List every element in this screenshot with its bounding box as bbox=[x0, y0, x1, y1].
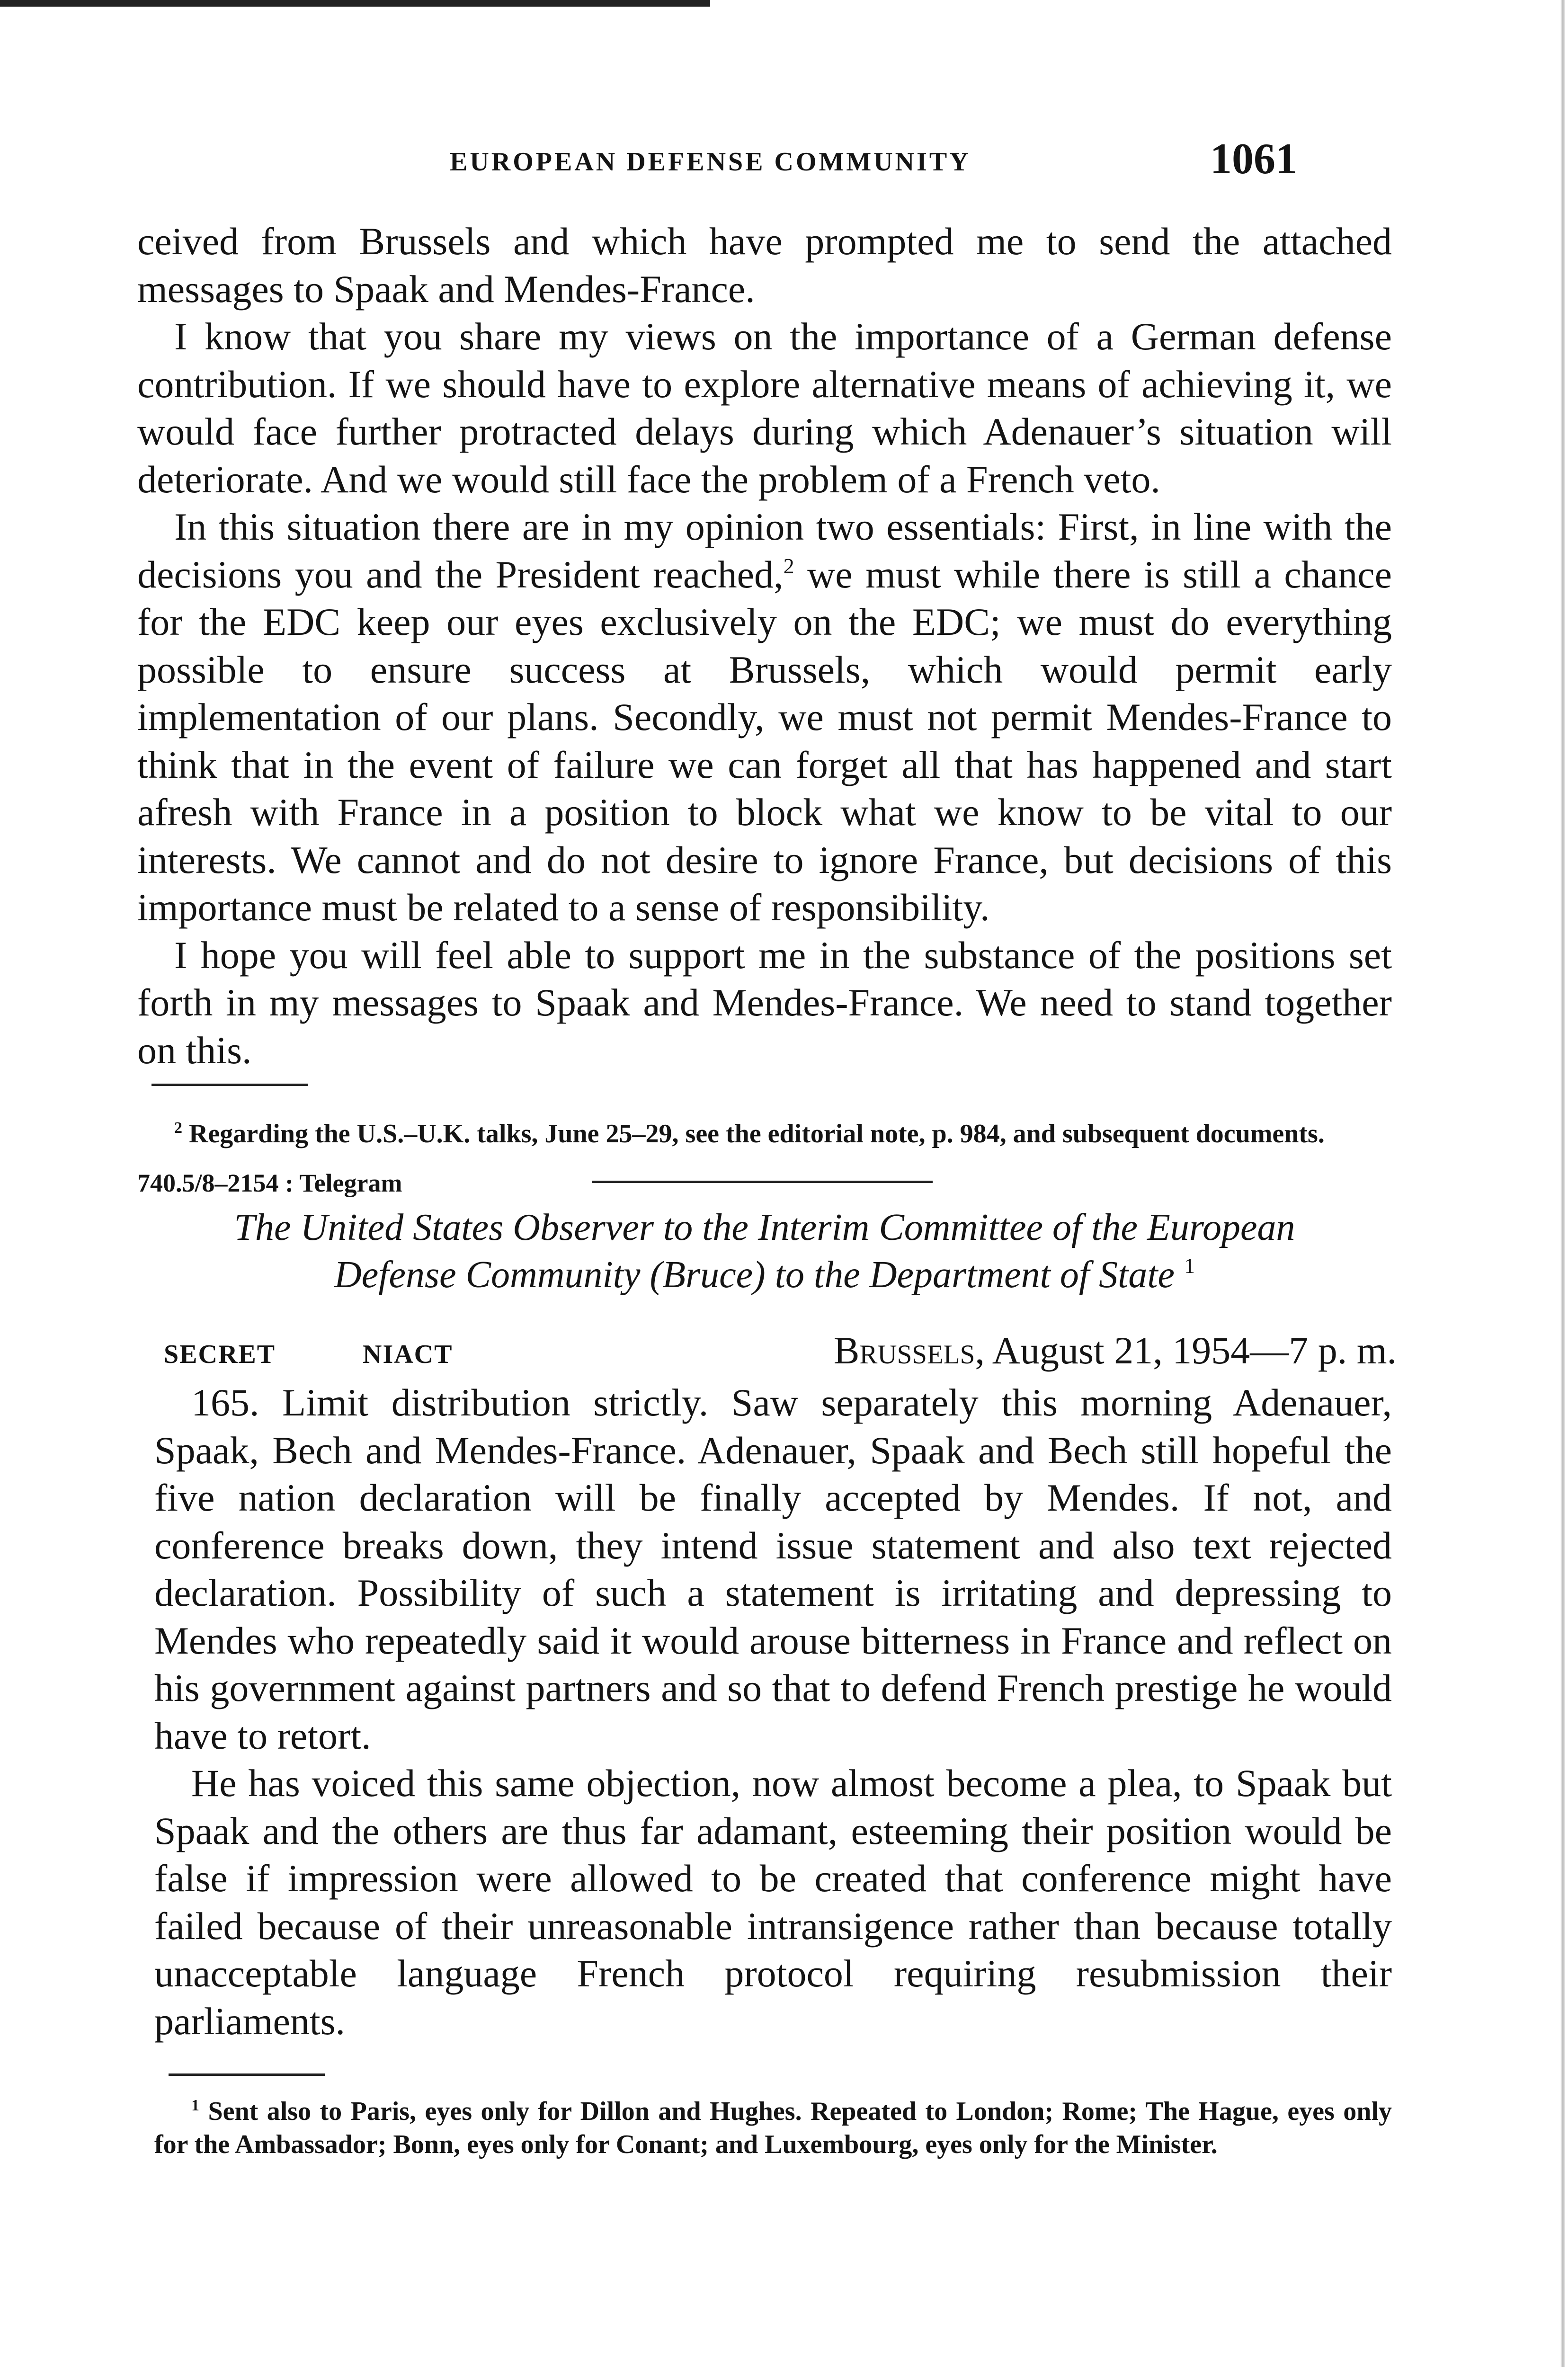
telegram-paragraph: 165. Limit distribution strictly. Saw separately this morning Adenauer, Spaak, Bech and Mendes-France. Adenauer, Spaak and Bech still hopeful the five nation declaration will be finally accepted by Mendes. If not, and conference breaks down, they intend issue statement and also text rejected declaration. Possibility of such a statement is irritating and depressing to Mendes who repeatedly said it would arouse bitterness in France and reflect on his government against partners and so that to defend French prestige he would have to retort. bbox=[154, 1381, 1392, 1757]
telegram-paragraph: He has voiced this same objection, now almost become a plea, to Spaak but Spaak and the others are thus far adamant, esteeming their position would be false if impression were allowed to be created that conference might have failed because of their unreasonable intransigence rather than because totally unacceptable language French protocol requiring resubmission their parliaments. bbox=[154, 1762, 1392, 2043]
footnote-text: Regarding the U.S.–U.K. talks, June 25–29, see the editorial note, p. 984, and subsequent documents. bbox=[189, 1119, 1325, 1148]
footnote-rule bbox=[151, 1084, 308, 1086]
footnote-text: Sent also to Paris, eyes only for Dillon and Hughes. Repeated to London; Rome; The Hague, eyes only for the Ambassador; Bonn, eyes only for Conant; and Luxembourg, eyes only for the Minister. bbox=[154, 2097, 1392, 2159]
footnote bbox=[137, 1117, 1392, 1150]
page-number: 1061 bbox=[1210, 134, 1297, 183]
paragraph bbox=[137, 503, 1392, 932]
dateline-place: Brussels bbox=[833, 1329, 975, 1372]
footnote-ref: 2 bbox=[783, 553, 794, 578]
footnotes-bottom bbox=[154, 2073, 1392, 2161]
footnote-marker: 1 bbox=[191, 2097, 199, 2114]
footnote-rule bbox=[169, 2073, 325, 2076]
telegram-body bbox=[137, 1327, 1397, 2161]
document-title bbox=[137, 1204, 1392, 1299]
paragraph: I know that you share my views on the importance of a German defense contribution. If we should have to explore alternative means of achieving it, we would face further protracted delays during which Adenauer’s situation will deteriorate. And we would still face the problem of a French veto. bbox=[137, 315, 1392, 501]
paragraph-text: In this situation there are in my opinion two essentials: First, in line with the decisions you and the President reached, bbox=[137, 505, 1392, 596]
scan-edge-top bbox=[0, 0, 710, 7]
dateline-date: , August 21, 1954—7 p. m. bbox=[975, 1329, 1397, 1372]
dateline bbox=[834, 1327, 1397, 1374]
scan-edge-right bbox=[1560, 0, 1565, 2367]
section-separator bbox=[592, 1181, 933, 1183]
footnote-marker: 2 bbox=[174, 1119, 182, 1137]
classification-label: SECRET bbox=[164, 1340, 276, 1369]
running-title: EUROPEAN DEFENSE COMMUNITY bbox=[450, 147, 971, 177]
running-head bbox=[137, 134, 1406, 192]
document-title-text: Defense Community (Bruce) to the Department of State bbox=[334, 1254, 1175, 1296]
classification-line bbox=[154, 1327, 1397, 1374]
footnote-ref: 1 bbox=[1184, 1254, 1195, 1278]
paragraph-text: we must while there is still a chance for the EDC keep our eyes exclusively on the EDC; we must do everything possible to ensure success at Brussels, which would permit early implementation of our plans. Secondly, we must not permit Mendes-France to think that in the event of failure we can forget all that has happened and start afresh with France in a position to block what we know to be vital to our interests. We cannot and do not desire to ignore France, but decisions of this importance must be related to a sense of responsibility. bbox=[137, 552, 1392, 929]
paragraph: I hope you will feel able to support me in the substance of the positions set forth in my messages to Spaak and Mendes-France. We need to stand together on this. bbox=[137, 933, 1392, 1072]
body-text bbox=[137, 218, 1397, 2161]
document-title-line-2 bbox=[137, 1251, 1392, 1299]
paragraph-continued: ceived from Brussels and which have prompted me to send the attached messages to Spaak and Mendes-France. bbox=[137, 220, 1392, 311]
footnote bbox=[154, 2095, 1392, 2161]
document-title-line-1: The United States Observer to the Interim Committee of the European bbox=[234, 1207, 1295, 1248]
precedence-label: NIACT bbox=[363, 1340, 453, 1369]
document-id: 740.5/8–2154 : Telegram bbox=[137, 1169, 402, 1197]
